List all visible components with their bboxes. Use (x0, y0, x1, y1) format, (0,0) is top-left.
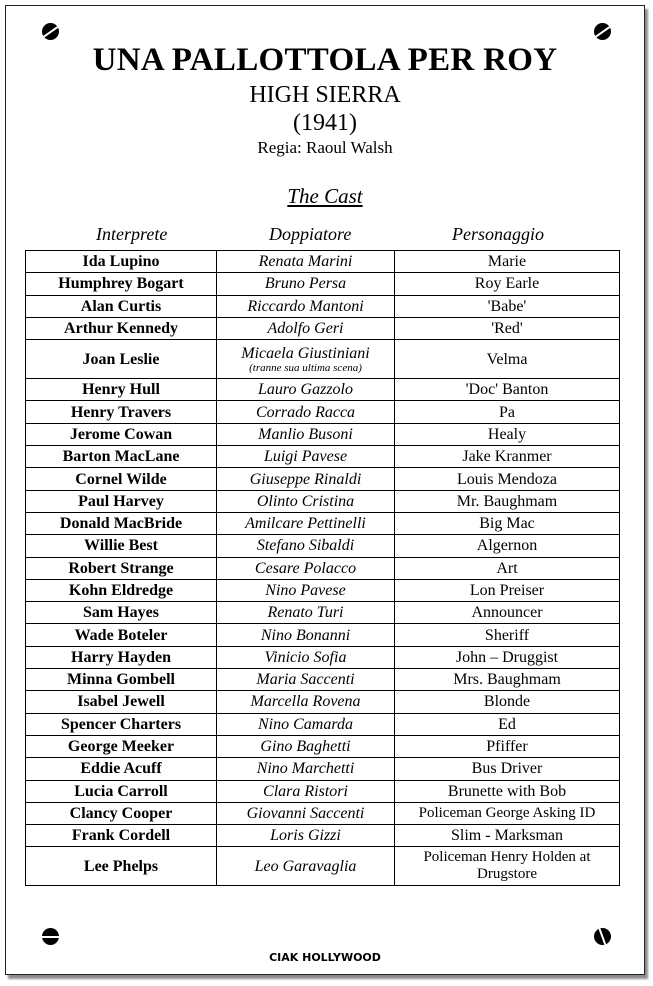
table-row (26, 713, 620, 735)
actor-cell: Paul Harvey (26, 490, 217, 512)
role-cell: 'Babe' (395, 295, 620, 317)
actor-cell: Wade Boteler (26, 624, 217, 646)
dubber-cell: Stefano Sibaldi (217, 535, 395, 557)
dubber-cell: Marcella Rovena (217, 691, 395, 713)
dubber-cell: Giuseppe Rinaldi (217, 468, 395, 490)
dubber-cell: Olinto Cristina (217, 490, 395, 512)
table-row (26, 802, 620, 824)
table-row (26, 468, 620, 490)
role-cell: Louis Mendoza (395, 468, 620, 490)
role-cell: 'Doc' Banton (395, 379, 620, 401)
role-cell: Bus Driver (395, 758, 620, 780)
dubber-cell: Giovanni Saccenti (217, 802, 395, 824)
table-row (26, 691, 620, 713)
table-row (26, 825, 620, 847)
dubber-cell: Amilcare Pettinelli (217, 512, 395, 534)
screw-icon (594, 928, 611, 945)
column-header-personaggio: Personaggio (452, 224, 544, 244)
cast-heading-text: The Cast (287, 184, 363, 208)
table-row (26, 780, 620, 802)
cast-heading (6, 184, 644, 209)
role-cell: Art (395, 557, 620, 579)
role-cell: Mr. Baughmam (395, 490, 620, 512)
dubber-cell: Nino Pavese (217, 579, 395, 601)
role-cell: Lon Preiser (395, 579, 620, 601)
screw-icon (594, 23, 611, 40)
role-cell: Ed (395, 713, 620, 735)
actor-cell: Isabel Jewell (26, 691, 217, 713)
screw-icon (42, 928, 59, 945)
table-row (26, 423, 620, 445)
table-row (26, 379, 620, 401)
table-row (26, 602, 620, 624)
role-cell: Pa (395, 401, 620, 423)
dubber-cell: Renato Turi (217, 602, 395, 624)
role-cell: Healy (395, 423, 620, 445)
actor-cell: Minna Gombell (26, 669, 217, 691)
dubber-cell: Adolfo Geri (217, 317, 395, 339)
actor-cell: Henry Travers (26, 401, 217, 423)
dubber-cell: Manlio Busoni (217, 423, 395, 445)
dubber-cell: Nino Bonanni (217, 624, 395, 646)
cast-sheet (5, 5, 645, 975)
actor-cell: Lee Phelps (26, 847, 217, 886)
role-cell: Blonde (395, 691, 620, 713)
actor-cell: Jerome Cowan (26, 423, 217, 445)
dubber-cell: Renata Marini (217, 251, 395, 273)
column-header-interprete: Interprete (96, 224, 168, 244)
ciak-hollywood-logo: CIAK HOLLYWOOD (269, 951, 381, 964)
table-row (26, 735, 620, 757)
role-cell: Big Mac (395, 512, 620, 534)
table-row (26, 295, 620, 317)
dubber-cell: Lauro Gazzolo (217, 379, 395, 401)
screw-icon (42, 23, 59, 40)
role-cell: Marie (395, 251, 620, 273)
actor-cell: Henry Hull (26, 379, 217, 401)
column-header-doppiatore: Doppiatore (269, 224, 352, 244)
actor-cell: Kohn Eldredge (26, 579, 217, 601)
dubber-note: (tranne sua ultima scena) (249, 361, 362, 374)
table-row (26, 490, 620, 512)
role-cell: Slim - Marksman (395, 825, 620, 847)
actor-cell: Harry Hayden (26, 646, 217, 668)
dubber-cell: Vinicio Sofia (217, 646, 395, 668)
dubber-cell: Corrado Racca (217, 401, 395, 423)
actor-cell: Spencer Charters (26, 713, 217, 735)
dubber-cell: Bruno Persa (217, 273, 395, 295)
actor-cell: Humphrey Bogart (26, 273, 217, 295)
table-row (26, 535, 620, 557)
dubber-cell: Luigi Pavese (217, 446, 395, 468)
actor-cell: Sam Hayes (26, 602, 217, 624)
role-cell: Brunette with Bob (395, 780, 620, 802)
actor-cell: George Meeker (26, 735, 217, 757)
role-cell: Roy Earle (395, 273, 620, 295)
role-cell: Jake Kranmer (395, 446, 620, 468)
table-row (26, 446, 620, 468)
table-row (26, 624, 620, 646)
dubber-cell: Maria Saccenti (217, 669, 395, 691)
table-row (26, 251, 620, 273)
role-cell: Velma (395, 340, 620, 379)
actor-cell: Clancy Cooper (26, 802, 217, 824)
role-cell: Sheriff (395, 624, 620, 646)
dubber-name: Micaela Giustiniani (241, 344, 370, 362)
table-row (26, 646, 620, 668)
role-cell: John – Druggist (395, 646, 620, 668)
table-row (26, 317, 620, 339)
table-row (26, 579, 620, 601)
dubber-cell: Clara Ristori (217, 780, 395, 802)
actor-cell: Willie Best (26, 535, 217, 557)
role-cell: Algernon (395, 535, 620, 557)
actor-cell: Robert Strange (26, 557, 217, 579)
table-row (26, 847, 620, 886)
dubber-cell: Cesare Polacco (217, 557, 395, 579)
dubber-cell: Riccardo Mantoni (217, 295, 395, 317)
actor-cell: Cornel Wilde (26, 468, 217, 490)
role-cell: Mrs. Baughmam (395, 669, 620, 691)
actor-cell: Donald MacBride (26, 512, 217, 534)
dubber-cell: Leo Garavaglia (217, 847, 395, 886)
table-row (26, 340, 620, 379)
role-cell: 'Red' (395, 317, 620, 339)
actor-cell: Arthur Kennedy (26, 317, 217, 339)
table-row (26, 401, 620, 423)
table-row (26, 557, 620, 579)
table-row (26, 512, 620, 534)
actor-cell: Frank Cordell (26, 825, 217, 847)
role-cell: Announcer (395, 602, 620, 624)
actor-cell: Eddie Acuff (26, 758, 217, 780)
table-row (26, 758, 620, 780)
actor-cell: Ida Lupino (26, 251, 217, 273)
actor-cell: Barton MacLane (26, 446, 217, 468)
role-cell: Policeman Henry Holden at Drugstore (395, 847, 620, 886)
director-credit: Regia: Raoul Walsh (257, 138, 393, 157)
role-cell: Policeman George Asking ID (395, 802, 620, 824)
role-cell: Pfiffer (395, 735, 620, 757)
page-title: UNA PALLOTTOLA PER ROY (92, 42, 558, 78)
dubber-cell (217, 340, 395, 379)
dubber-cell: Gino Baghetti (217, 735, 395, 757)
cast-table (25, 250, 620, 886)
table-row (26, 273, 620, 295)
dubber-cell: Loris Gizzi (217, 825, 395, 847)
dubber-cell: Nino Marchetti (217, 758, 395, 780)
dubber-cell: Nino Camarda (217, 713, 395, 735)
release-year: (1941) (293, 110, 357, 136)
actor-cell: Alan Curtis (26, 295, 217, 317)
original-title: HIGH SIERRA (249, 82, 401, 108)
table-row (26, 669, 620, 691)
actor-cell: Joan Leslie (26, 340, 217, 379)
actor-cell: Lucia Carroll (26, 780, 217, 802)
